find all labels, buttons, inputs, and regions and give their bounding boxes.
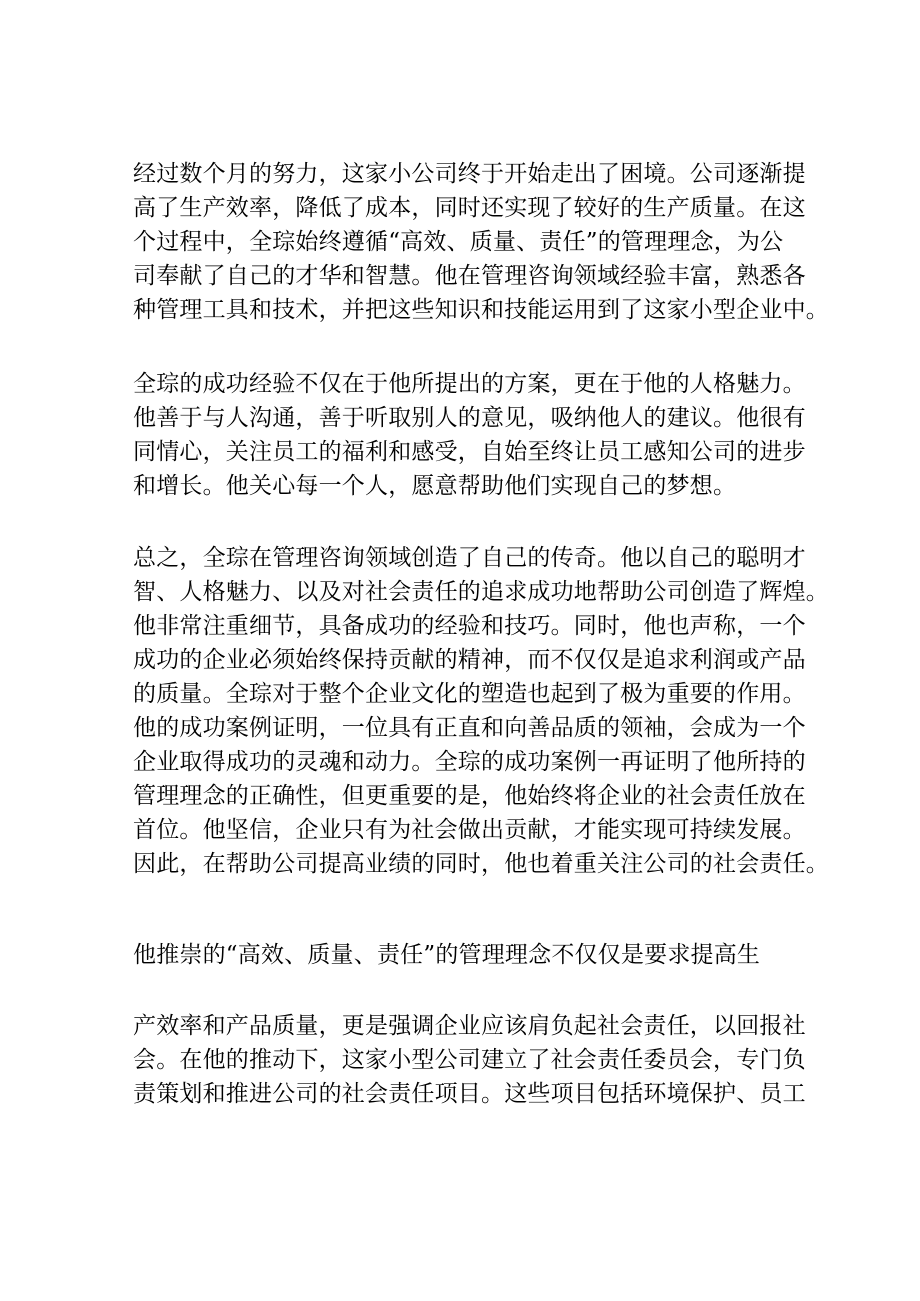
text-line: 总之，全琮在管理咨询领域创造了自己的传奇。他以自己的聪明才	[133, 545, 806, 571]
text-line: 成功的企业必须始终保持贡献的精神，而不仅仅是追求利润或产品	[133, 647, 806, 673]
text-line: 企业取得成功的灵魂和动力。全琮的成功案例一再证明了他所持的	[133, 749, 806, 775]
paragraph-5	[133, 1009, 813, 1111]
text-line: 他善于与人沟通，善于听取别人的意见，吸纳他人的建议。他很有	[133, 405, 806, 431]
text-line: 的质量。全琮对于整个企业文化的塑造也起到了极为重要的作用。	[133, 681, 806, 707]
paragraph-1	[133, 157, 829, 327]
text-line: 和增长。他关心每一个人，愿意帮助他们实现自己的梦想。	[133, 473, 737, 499]
text-line: 责策划和推进公司的社会责任项目。这些项目包括环境保护、员工	[133, 1081, 806, 1107]
paragraph-2	[133, 367, 813, 503]
text-line: 首位。他坚信，企业只有为社会做出贡献，才能实现可持续发展。	[133, 817, 806, 843]
text-line: 他推崇的“高效、质量、责任”的管理理念不仅仅是要求提高生	[133, 942, 761, 968]
text-line: 种管理工具和技术，并把这些知识和技能运用到了这家小型企业中。	[133, 297, 829, 323]
text-line: 管理理念的正确性，但更重要的是，他始终将企业的社会责任放在	[133, 783, 806, 809]
text-line: 司奉献了自己的才华和智慧。他在管理咨询领域经验丰富，熟悉各	[133, 263, 806, 289]
text-line: 他非常注重细节，具备成功的经验和技巧。同时，他也声称，一个	[133, 613, 806, 639]
text-line: 会。在他的推动下，这家小型公司建立了社会责任委员会，专门负	[133, 1047, 806, 1073]
text-line: 经过数个月的努力，这家小公司终于开始走出了困境。公司逐渐提	[133, 161, 806, 187]
text-line: 全琮的成功经验不仅在于他所提出的方案，更在于他的人格魅力。	[133, 371, 806, 397]
paragraph-4	[133, 938, 813, 972]
text-line: 智、人格魅力、以及对社会责任的追求成功地帮助公司创造了辉煌。	[133, 579, 829, 605]
text-line: 个过程中，全琮始终遵循“高效、质量、责任”的管理理念，为公	[133, 229, 784, 255]
text-line: 因此，在帮助公司提高业绩的同时，他也着重关注公司的社会责任。	[133, 851, 829, 877]
text-line: 产效率和产品质量，更是强调企业应该肩负起社会责任，以回报社	[133, 1013, 806, 1039]
text-line: 同情心，关注员工的福利和感受，自始至终让员工感知公司的进步	[133, 439, 806, 465]
paragraph-3	[133, 541, 829, 881]
text-line: 他的成功案例证明，一位具有正直和向善品质的领袖，会成为一个	[133, 715, 806, 741]
text-line: 高了生产效率，降低了成本，同时还实现了较好的生产质量。在这	[133, 195, 806, 221]
